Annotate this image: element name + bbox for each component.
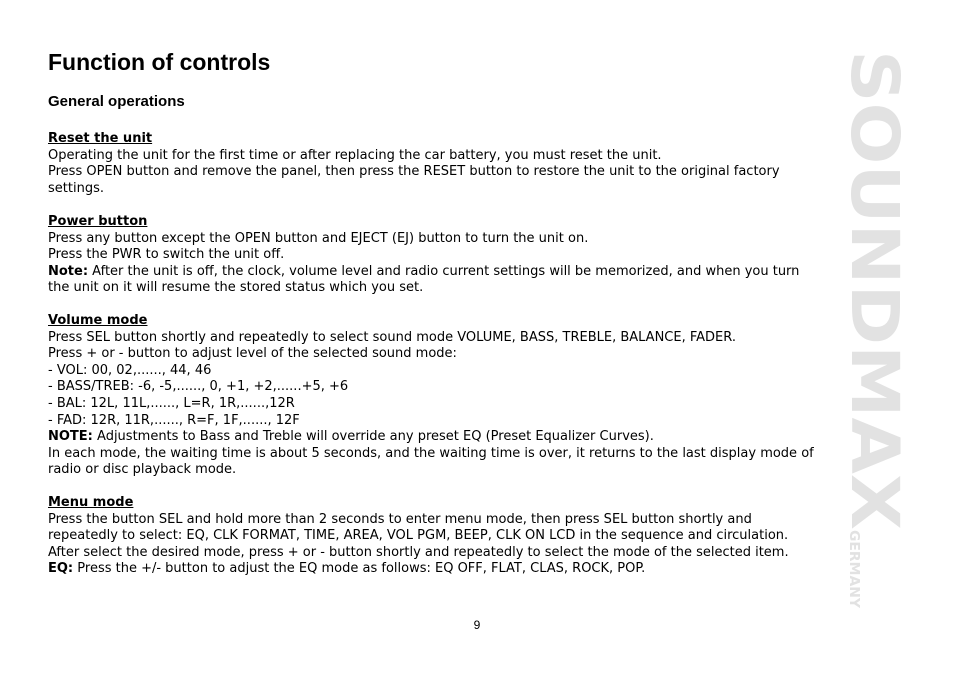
volume-line-6: - FAD: 12R, 11R,......, R=F, 1F,......, 12F — [48, 412, 300, 428]
brand-sub-logo — [848, 530, 864, 610]
power-section — [48, 214, 818, 297]
reset-line-1: Operating the unit for the first time or after replacing the car battery, you must reset the unit. — [48, 147, 662, 163]
page-title: Function of controls — [48, 49, 271, 75]
section-subtitle: General operations — [48, 93, 185, 110]
power-line-2: Press the PWR to switch the unit off. — [48, 247, 285, 263]
volume-line-2: Press + or - button to adjust level of the selected sound mode: — [48, 346, 457, 362]
menu-eq — [48, 561, 818, 578]
volume-heading: Volume mode — [48, 313, 148, 328]
menu-heading: Menu mode — [48, 495, 134, 510]
reset-line-2: Press OPEN button and remove the panel, then press the RESET button to restore the unit to the original factory settings. — [48, 164, 780, 196]
reset-heading: Reset the unit — [48, 131, 153, 146]
brand-sub: GERMANY — [846, 530, 861, 603]
power-note — [48, 264, 818, 297]
volume-after: In each mode, the waiting time is about 5 seconds, and the waiting time is over, it returns to the last display mode of radio or disc playback mode. — [48, 445, 814, 478]
power-heading: Power button — [48, 214, 148, 229]
menu-eq-text: Press the +/- button to adjust the EQ mode as follows: EQ OFF, FLAT, CLAS, ROCK, POP. — [73, 561, 646, 577]
menu-section — [48, 495, 818, 578]
brand-logo — [836, 50, 913, 550]
volume-line-5: - BAL: 12L, 11L,......, L=R, 1R,......,12R — [48, 395, 295, 411]
reset-section — [48, 131, 818, 197]
volume-line-4: - BASS/TREB: -6, -5,......, 0, +1, +2,......+5, +6 — [48, 379, 349, 395]
page-number: 9 — [473, 618, 481, 632]
volume-note-text: Adjustments to Bass and Treble will override any preset EQ (Preset Equalizer Curves). — [92, 429, 654, 445]
volume-line-3: - VOL: 00, 02,......, 44, 46 — [48, 362, 212, 378]
power-note-text: After the unit is off, the clock, volume level and radio current settings will be memorized, and when you turn the unit on it will resume the stored status which you set. — [48, 263, 800, 296]
menu-eq-label: EQ: — [48, 561, 74, 577]
volume-note-label: NOTE: — [48, 429, 93, 445]
volume-note — [48, 429, 818, 446]
brand-name: SOUNDMAX — [836, 50, 913, 485]
volume-line-1: Press SEL button shortly and repeatedly to select sound mode VOLUME, BASS, TREBLE, BALANCE, FADER. — [48, 329, 736, 345]
power-line-1: Press any button except the OPEN button and EJECT (EJ) button to turn the unit on. — [48, 230, 589, 246]
menu-line-1: Press the button SEL and hold more than 2 seconds to enter menu mode, then press SEL button shortly and repeatedly to select: EQ, CLK FORMAT, TIME, AREA, VOL PGM, BEEP, CLK ON LCD in the sequence and circulation. After select the desired mode, press + or - button shortly and repeatedly to select the mode of the selected item. — [48, 511, 789, 560]
volume-section — [48, 313, 818, 479]
power-note-label: Note: — [48, 263, 89, 279]
